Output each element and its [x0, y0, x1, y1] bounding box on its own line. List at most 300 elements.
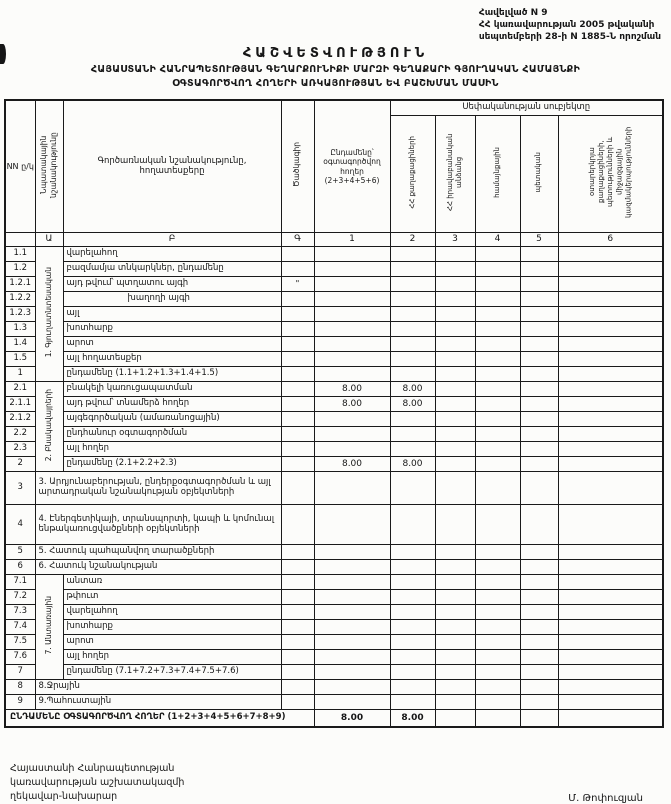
category-label: 3. Արդյունաբերության, ընդերքօգտագործման և այլ արտադրական նշանակության օբյեկտների: [35, 472, 281, 505]
value-citizens: [390, 472, 435, 505]
value-state: [520, 590, 558, 605]
row-number: 1: [5, 367, 35, 382]
table-row-category: [5, 505, 663, 545]
col-letter: Ա: [35, 233, 63, 247]
value-citizens: [390, 442, 435, 457]
land-type-label: խոտհարք: [63, 322, 281, 337]
value-foreign: [558, 352, 663, 367]
table-row: [5, 382, 663, 397]
row-number: 1.2: [5, 262, 35, 277]
table-row: [5, 262, 663, 277]
value-citizens: [390, 505, 435, 545]
value-foreign: [558, 397, 663, 412]
value-total: [314, 412, 390, 427]
row-number: 7.2: [5, 590, 35, 605]
row-number: 6: [5, 560, 35, 575]
value-total: [314, 665, 390, 680]
value-community: [475, 650, 520, 665]
value-foreign: [558, 590, 663, 605]
code-cell: [281, 505, 314, 545]
grand-total-label: ԸՆԴԱՄԵՆԸ ՕԳՏԱԳՈՐԾՎՈՂ ՀՈՂԵՐ (1+2+3+4+5+6+7+8+9): [5, 710, 314, 727]
value-state: [520, 262, 558, 277]
col-header-functional: Գործառնական նշանակությունը, հողատեսքերը: [63, 100, 281, 233]
value-total: 8.00: [314, 457, 390, 472]
table-row: [5, 442, 663, 457]
value-community: [475, 322, 520, 337]
land-type-label: բազմամյա տնկարկներ, ընդամենը: [63, 262, 281, 277]
value-foreign: [558, 695, 663, 710]
row-number: 2.2: [5, 427, 35, 442]
value-legal-entities: [435, 397, 475, 412]
value-state: [520, 605, 558, 620]
value-total: [314, 277, 390, 292]
col-header-nn: NN ը/կ: [5, 100, 35, 233]
value-community: [475, 680, 520, 695]
report-title: ՀԱՇՎԵՏՎՈՒԹՅՈՒՆ: [4, 46, 667, 61]
value-citizens: [390, 560, 435, 575]
value-total: [314, 680, 390, 695]
signatory-line-2: կառավարության աշխատակազմի: [10, 776, 184, 790]
value-foreign: [558, 442, 663, 457]
value-community: [475, 545, 520, 560]
code-cell: [281, 427, 314, 442]
group-label-residential: 2. Բնակավայրերի: [35, 382, 63, 472]
value-legal-entities: [435, 292, 475, 307]
signatory-line-3: ղեկավար-նախարար: [10, 790, 184, 804]
value-total: [314, 322, 390, 337]
row-number: 1.1: [5, 247, 35, 262]
table-row: [5, 277, 663, 292]
table-row: [5, 635, 663, 650]
value-total: 8.00: [314, 382, 390, 397]
group-label-forest: 7. Անտառային: [35, 575, 63, 680]
land-type-label: այլ հողեր: [63, 442, 281, 457]
value-citizens: [390, 635, 435, 650]
value-state: [520, 277, 558, 292]
value-state: [520, 382, 558, 397]
value-state: [520, 560, 558, 575]
value-total: [314, 247, 390, 262]
value-state: [520, 397, 558, 412]
value-citizens: [390, 575, 435, 590]
scan-artifact: [0, 44, 6, 64]
row-number: 7.5: [5, 635, 35, 650]
value-state: [520, 710, 558, 727]
table-row: [5, 620, 663, 635]
value-community: [475, 247, 520, 262]
table-row-category: [5, 560, 663, 575]
value-total: [314, 352, 390, 367]
land-type-label: այգեգործական (ամառանոցային): [63, 412, 281, 427]
value-community: [475, 620, 520, 635]
value-community: [475, 292, 520, 307]
col-header-owner-legal-entities: ՀՀ իրավաբանական անձանց: [435, 116, 475, 233]
land-type-label: խաղողի այգի: [63, 292, 281, 307]
code-cell: [281, 605, 314, 620]
value-community: [475, 277, 520, 292]
row-number: 7.3: [5, 605, 35, 620]
value-citizens: [390, 545, 435, 560]
value-citizens: 8.00: [390, 710, 435, 727]
value-legal-entities: [435, 427, 475, 442]
category-label: 8.Ջրային: [35, 680, 281, 695]
col-letter: [5, 233, 35, 247]
land-type-label: այդ թվում՝ տնամերձ հողեր: [63, 397, 281, 412]
code-cell: [281, 337, 314, 352]
value-state: [520, 322, 558, 337]
value-state: [520, 247, 558, 262]
signatory-name: Մ. Թոփուզյան: [568, 793, 643, 804]
signature-block: [4, 762, 667, 804]
row-number: 1.4: [5, 337, 35, 352]
value-legal-entities: [435, 277, 475, 292]
value-total: [314, 505, 390, 545]
table-row: [5, 650, 663, 665]
value-community: [475, 262, 520, 277]
value-state: [520, 695, 558, 710]
value-community: [475, 695, 520, 710]
value-total: [314, 575, 390, 590]
value-state: [520, 545, 558, 560]
code-cell: [281, 560, 314, 575]
value-state: [520, 352, 558, 367]
table-row-category: [5, 472, 663, 505]
signatory-line-1: Հայաստանի Հանրապետության: [10, 762, 184, 776]
table-row-category: [5, 545, 663, 560]
report-subtitle-1: ՀԱՅԱՍՏԱՆԻ ՀԱՆՐԱՊԵՏՈՒԹՅԱՆ ԳԵՂԱՐՔՈՒՆԻՔԻ ՄԱՐԶԻ ԳԵՂԱՔԱՐԻ ԳՅՈՒՂԱԿԱՆ ՀԱՄԱՅՆՔԻ: [4, 64, 667, 75]
value-foreign: [558, 307, 663, 322]
value-total: 8.00: [314, 397, 390, 412]
col-header-owner-state: պետական: [520, 116, 558, 233]
col-letter: Գ: [281, 233, 314, 247]
table-row-category: [5, 695, 663, 710]
col-header-owner-community: համայնքային: [475, 116, 520, 233]
category-label: 9.Պահուստային: [35, 695, 281, 710]
value-legal-entities: [435, 412, 475, 427]
value-total: [314, 367, 390, 382]
value-total: [314, 695, 390, 710]
col-header-owner-foreign: օտարերկրյա քաղաքացիների, պետությունների և միջազգային կազմակերպությունների: [558, 116, 663, 233]
value-total: [314, 427, 390, 442]
value-state: [520, 442, 558, 457]
land-report-table: [4, 99, 664, 728]
value-foreign: [558, 505, 663, 545]
value-total: [314, 620, 390, 635]
code-cell: [281, 382, 314, 397]
row-number: 4: [5, 505, 35, 545]
land-type-label: այդ թվում՝ պտղատու այգի: [63, 277, 281, 292]
value-foreign: [558, 262, 663, 277]
table-row: [5, 412, 663, 427]
value-legal-entities: [435, 382, 475, 397]
value-citizens: [390, 680, 435, 695]
value-legal-entities: [435, 322, 475, 337]
table-row: [5, 590, 663, 605]
value-citizens: [390, 277, 435, 292]
value-foreign: [558, 367, 663, 382]
value-state: [520, 635, 558, 650]
value-legal-entities: [435, 472, 475, 505]
value-citizens: [390, 367, 435, 382]
report-subtitle-2: ՕԳՏԱԳՈՐԾՎՈՂ ՀՈՂԵՐԻ ԱՌԿԱՅՈՒԹՅԱՆ ԵՎ ԲԱՇԽՄԱՆ ՄԱՍԻՆ: [4, 78, 667, 89]
value-total: [314, 292, 390, 307]
value-state: [520, 680, 558, 695]
table-row: [5, 397, 663, 412]
value-total: [314, 337, 390, 352]
land-type-label: անտառ: [63, 575, 281, 590]
value-community: [475, 590, 520, 605]
value-state: [520, 367, 558, 382]
col-header-owner-citizens: ՀՀ քաղաքացիների: [390, 116, 435, 233]
code-cell: [281, 680, 314, 695]
value-community: [475, 382, 520, 397]
code-cell: [281, 457, 314, 472]
col-header-code: Ծածկագիր: [281, 100, 314, 233]
value-state: [520, 307, 558, 322]
value-community: [475, 307, 520, 322]
table-row-subtotal: [5, 457, 663, 472]
value-total: [314, 262, 390, 277]
value-citizens: [390, 322, 435, 337]
value-foreign: [558, 382, 663, 397]
subtotal-label: ընդամենը (2.1+2.2+2.3): [63, 457, 281, 472]
value-citizens: [390, 262, 435, 277]
value-foreign: [558, 665, 663, 680]
value-citizens: [390, 337, 435, 352]
code-cell: [281, 352, 314, 367]
value-community: [475, 427, 520, 442]
value-legal-entities: [435, 635, 475, 650]
value-community: [475, 442, 520, 457]
value-legal-entities: [435, 680, 475, 695]
land-type-label: այլ հողատեսքեր: [63, 352, 281, 367]
row-number: 1.3: [5, 322, 35, 337]
code-cell: [281, 322, 314, 337]
code-cell: [281, 650, 314, 665]
subtotal-label: ընդամենը (1.1+1.2+1.3+1.4+1.5): [63, 367, 281, 382]
value-legal-entities: [435, 352, 475, 367]
table-row: [5, 322, 663, 337]
value-community: [475, 505, 520, 545]
value-total: [314, 605, 390, 620]
value-community: [475, 397, 520, 412]
code-cell: [281, 367, 314, 382]
value-legal-entities: [435, 262, 475, 277]
value-citizens: [390, 412, 435, 427]
value-community: [475, 605, 520, 620]
table-row: [5, 307, 663, 322]
value-total: [314, 545, 390, 560]
row-number: 1.5: [5, 352, 35, 367]
header-row-letters: [5, 233, 663, 247]
signatory-title: [10, 762, 184, 804]
col-letter: 2: [390, 233, 435, 247]
group-label-agricultural: 1. Գյուղատնտեսական: [35, 247, 63, 382]
row-number: 7: [5, 665, 35, 680]
value-foreign: [558, 545, 663, 560]
value-state: [520, 292, 558, 307]
value-citizens: [390, 352, 435, 367]
row-number: 1.2.2: [5, 292, 35, 307]
value-community: [475, 665, 520, 680]
value-community: [475, 412, 520, 427]
row-number: 1.2.3: [5, 307, 35, 322]
category-label: 6. Հատուկ նշանակության: [35, 560, 281, 575]
code-cell: [281, 695, 314, 710]
value-legal-entities: [435, 605, 475, 620]
land-type-label: այլ: [63, 307, 281, 322]
table-row: [5, 337, 663, 352]
value-foreign: [558, 277, 663, 292]
table-row-subtotal: [5, 665, 663, 680]
value-foreign: [558, 560, 663, 575]
value-foreign: [558, 575, 663, 590]
value-total: [314, 590, 390, 605]
value-citizens: 8.00: [390, 397, 435, 412]
col-header-ownership: Սեփականության սուբյեկտը: [390, 100, 663, 116]
value-foreign: [558, 620, 663, 635]
land-type-label: վարելահող: [63, 247, 281, 262]
value-citizens: 8.00: [390, 382, 435, 397]
land-type-label: վարելահող: [63, 605, 281, 620]
code-cell: [281, 442, 314, 457]
code-cell: [281, 635, 314, 650]
value-citizens: [390, 292, 435, 307]
value-legal-entities: [435, 545, 475, 560]
value-total: [314, 307, 390, 322]
row-number: 2: [5, 457, 35, 472]
value-community: [475, 635, 520, 650]
row-number: 9: [5, 695, 35, 710]
col-letter: 5: [520, 233, 558, 247]
table-row-subtotal: [5, 367, 663, 382]
row-number: 7.4: [5, 620, 35, 635]
value-legal-entities: [435, 695, 475, 710]
value-total: [314, 560, 390, 575]
value-foreign: [558, 710, 663, 727]
value-legal-entities: [435, 590, 475, 605]
value-foreign: [558, 457, 663, 472]
value-legal-entities: [435, 560, 475, 575]
code-cell: [281, 472, 314, 505]
row-number: 2.1.2: [5, 412, 35, 427]
land-type-label: թփուտ: [63, 590, 281, 605]
value-citizens: [390, 695, 435, 710]
code-cell: [281, 247, 314, 262]
col-letter: 6: [558, 233, 663, 247]
table-row: [5, 575, 663, 590]
table-row: [5, 247, 663, 262]
value-legal-entities: [435, 710, 475, 727]
appendix-line: Հավելված N 9: [479, 7, 661, 19]
row-number: 7.1: [5, 575, 35, 590]
value-total: [314, 472, 390, 505]
value-foreign: [558, 412, 663, 427]
value-total: [314, 442, 390, 457]
land-type-label: բնակելի կառուցապատման: [63, 382, 281, 397]
code-cell: [281, 575, 314, 590]
value-legal-entities: [435, 442, 475, 457]
value-community: [475, 560, 520, 575]
code-cell: [281, 620, 314, 635]
value-state: [520, 650, 558, 665]
code-cell: [281, 545, 314, 560]
value-legal-entities: [435, 575, 475, 590]
table-row: [5, 427, 663, 442]
land-type-label: խոտհարք: [63, 620, 281, 635]
value-legal-entities: [435, 457, 475, 472]
value-foreign: [558, 322, 663, 337]
category-label: 5. Հատուկ պահպանվող տարածքների: [35, 545, 281, 560]
table-row: [5, 292, 663, 307]
value-community: [475, 352, 520, 367]
col-letter: 3: [435, 233, 475, 247]
value-community: [475, 367, 520, 382]
value-legal-entities: [435, 367, 475, 382]
value-community: [475, 457, 520, 472]
value-state: [520, 575, 558, 590]
row-number: 2.1: [5, 382, 35, 397]
value-state: [520, 472, 558, 505]
code-cell: ": [281, 277, 314, 292]
value-foreign: [558, 680, 663, 695]
appendix-block: [479, 7, 661, 43]
value-total: [314, 635, 390, 650]
value-state: [520, 457, 558, 472]
value-foreign: [558, 337, 663, 352]
value-state: [520, 337, 558, 352]
value-foreign: [558, 605, 663, 620]
code-cell: [281, 292, 314, 307]
value-legal-entities: [435, 505, 475, 545]
value-citizens: [390, 620, 435, 635]
value-foreign: [558, 650, 663, 665]
value-total: 8.00: [314, 710, 390, 727]
value-citizens: [390, 590, 435, 605]
row-number: 8: [5, 680, 35, 695]
value-foreign: [558, 247, 663, 262]
value-state: [520, 620, 558, 635]
header-row-top: [5, 100, 663, 116]
code-cell: [281, 307, 314, 322]
row-number: 7.6: [5, 650, 35, 665]
value-community: [475, 337, 520, 352]
land-type-label: ընդհանուր օգտագործման: [63, 427, 281, 442]
table-row-category: [5, 680, 663, 695]
value-legal-entities: [435, 247, 475, 262]
value-legal-entities: [435, 307, 475, 322]
code-cell: [281, 262, 314, 277]
value-state: [520, 412, 558, 427]
row-number: 2.3: [5, 442, 35, 457]
value-state: [520, 427, 558, 442]
decree-line-2: սեպտեմբերի 28-ի N 1885-Ն որոշման: [479, 31, 661, 43]
value-citizens: [390, 665, 435, 680]
value-foreign: [558, 427, 663, 442]
value-citizens: [390, 427, 435, 442]
value-state: [520, 505, 558, 545]
value-community: [475, 472, 520, 505]
value-total: [314, 650, 390, 665]
land-type-label: արոտ: [63, 635, 281, 650]
value-community: [475, 710, 520, 727]
value-legal-entities: [435, 665, 475, 680]
value-legal-entities: [435, 650, 475, 665]
value-foreign: [558, 292, 663, 307]
row-number: 1.2.1: [5, 277, 35, 292]
value-citizens: [390, 605, 435, 620]
value-citizens: [390, 247, 435, 262]
